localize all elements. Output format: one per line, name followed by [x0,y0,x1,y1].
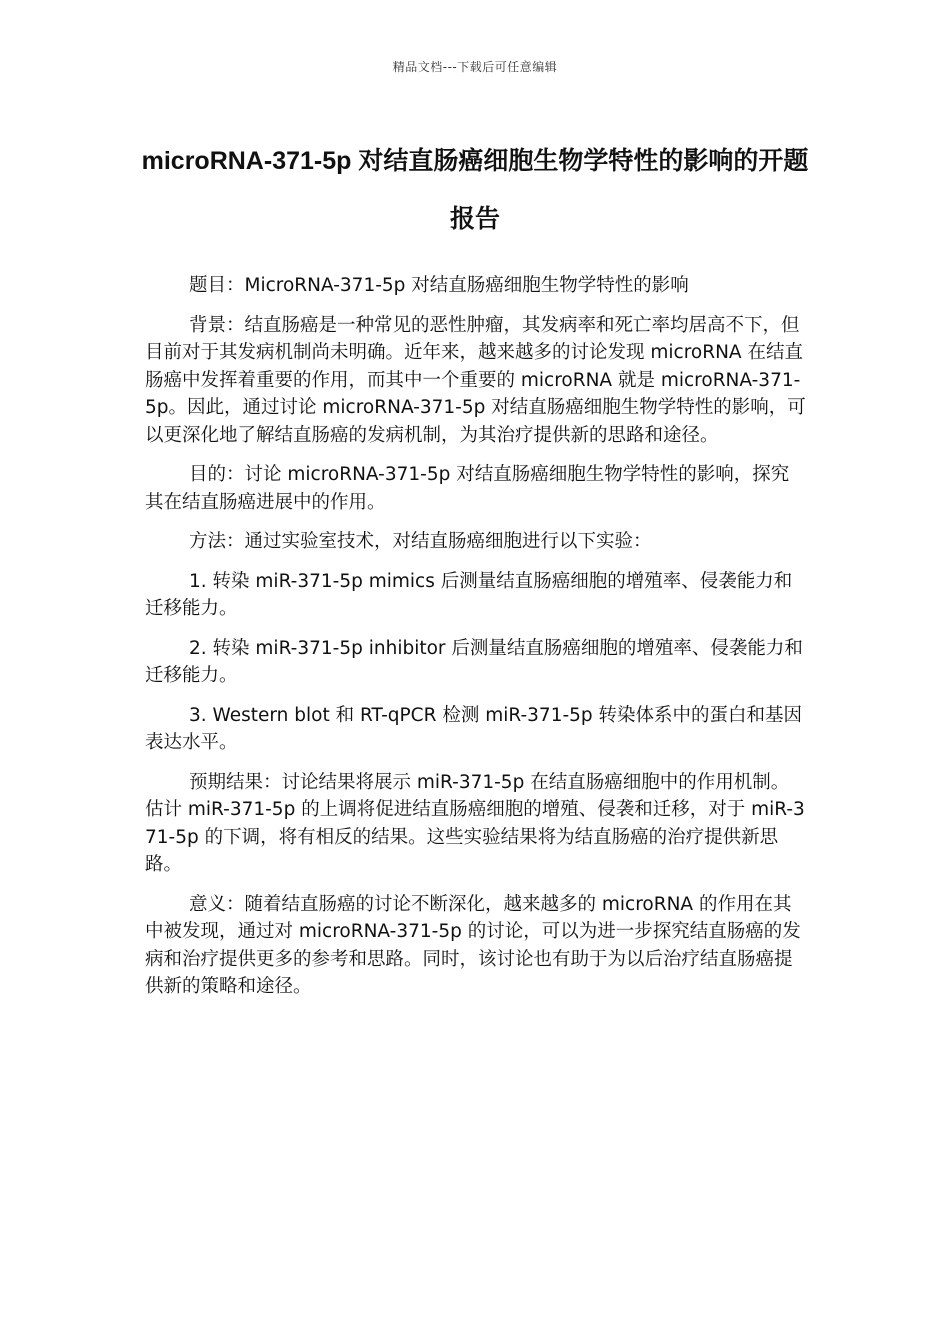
paragraph-significance: 意义：随着结直肠癌的讨论不断深化，越来越多的 microRNA 的作用在其中被发现，通过对 microRNA-371-5p 的讨论，可以为进一步探究结直肠癌的发病和治疗提供更多的参考和思路。同时，该讨论也有助于为以后治疗结直肠癌提供新的策略和途径。 [145,893,801,997]
paragraph-topic: 题目：MicroRNA-371-5p 对结直肠癌细胞生物学特性的影响 [189,275,689,296]
paragraph-methods: 方法：通过实验室技术，对结直肠癌细胞进行以下实验： [189,531,652,552]
paragraph-method-2: 2. 转染 miR-371-5p inhibitor 后测量结直肠癌细胞的增殖率、侵袭能力和迁移能力。 [145,637,803,686]
document-body [145,272,807,1013]
page-title: microRNA-371-5p 对结直肠癌细胞生物学特性的影响的开题报告 [141,147,809,233]
paragraph-method-1: 1. 转染 miR-371-5p mimics 后测量结直肠癌细胞的增殖率、侵袭能力和迁移能力。 [145,570,793,619]
paragraph-expected-results: 预期结果：讨论结果将展示 miR-371-5p 在结直肠癌细胞中的作用机制。估计 miR-371-5p 的上调将促进结直肠癌细胞的增殖、侵袭和迁移，对于 miR-371-5p 的下调，将有相反的结果。这些实验结果将为结直肠癌的治疗提供新思路。 [145,771,805,875]
paragraph-background: 背景：结直肠癌是一种常见的恶性肿瘤，其发病率和死亡率均居高不下，但目前对于其发病机制尚未明确。近年来，越来越多的讨论发现 microRNA 在结直肠癌中发挥着重要的作用，而其中一个重要的 microRNA 就是 microRNA-371-5p。因此，通过讨论 microRNA-371-5p 对结直肠癌细胞生物学特性的影响，可以更深化地了解结直肠癌的发病机制，为其治疗提供新的思路和途径。 [145,314,806,446]
paragraph-purpose: 目的：讨论 microRNA-371-5p 对结直肠癌细胞生物学特性的影响，探究其在结直肠癌进展中的作用。 [145,464,790,513]
header-note: 精品文档---下载后可任意编辑 [392,60,558,74]
paragraph-method-3: 3. Western blot 和 RT-qPCR 检测 miR-371-5p 转染体系中的蛋白和基因表达水平。 [145,704,803,753]
